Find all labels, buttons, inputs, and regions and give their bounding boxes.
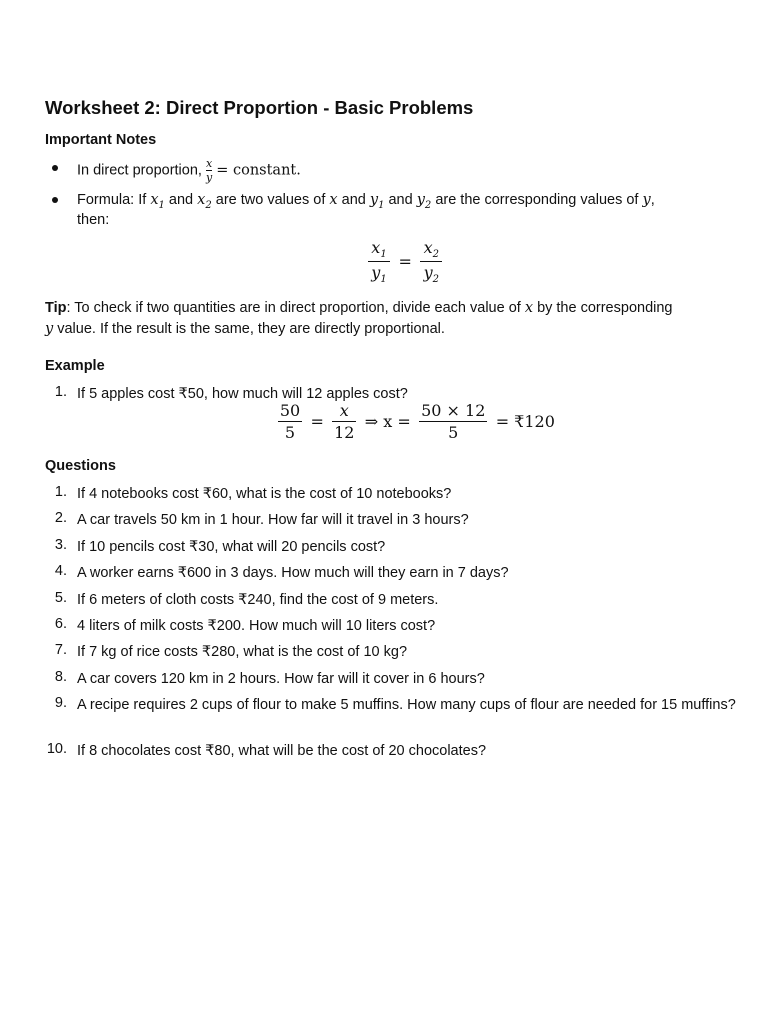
tip-text: : To check if two quantities are in direct proportion, divide each value of (66, 300, 521, 316)
question-text: If 8 chocolates cost ₹80, what will be the cost of 20 chocolates? (77, 743, 487, 759)
question-number: 8. (54, 669, 67, 685)
example-question: If 5 apples cost ₹50, how much will 12 apples cost? (77, 386, 408, 402)
eq-numerator: 50 × 12 (421, 401, 486, 420)
important-notes-heading: Important Notes (45, 132, 157, 148)
question-text: 4 liters of milk costs ₹200. How much will 10 liters cost? (77, 618, 436, 634)
example-equation: $\frac{50}{5}$ = $\frac{x}{12}$ ⇒ x = $\frac{50 \times 12}{5}$ = ₹120 (279, 401, 555, 442)
question-text: If 6 meters of cloth costs ₹240, find the cost of 9 meters. (77, 592, 439, 608)
proportion-formula: $\frac{x_1}{y_1}$ = $\frac{x_2}{y_2}$ (368, 238, 442, 285)
question-number: 2. (54, 510, 67, 526)
eq-denominator: 5 (284, 423, 296, 442)
eq-denominator: 12 (334, 423, 355, 442)
question-number: 4. (54, 563, 67, 579)
bullet-marker (52, 197, 58, 203)
tip-line2: y value. If the result is the same, they are directly proportional. (45, 321, 445, 337)
example-heading: Example (45, 358, 105, 374)
eq-numerator: x (339, 401, 349, 420)
note-text: and (388, 192, 413, 208)
question-text: A recipe requires 2 cups of flour to make 5 muffins. How many cups of flour are needed for 15 muffins? (77, 697, 736, 713)
eq-numerator: 50 (279, 401, 301, 420)
question-text: If 10 pencils cost ₹30, what will 20 pencils cost? (77, 539, 386, 555)
question-number: 6. (54, 616, 67, 632)
eq-implies: ⇒ x = (364, 412, 411, 431)
tip-line1: Tip: To check if two quantities are in direct proportion, divide each value of x by the corresponding (45, 300, 673, 316)
eq-denominator: 5 (448, 423, 459, 442)
questions-heading: Questions (45, 458, 116, 474)
question-text: If 4 notebooks cost ₹60, what is the cost of 10 notebooks? (77, 486, 452, 502)
note-text: Formula: If (77, 192, 147, 208)
note-text: are the corresponding values of (435, 192, 639, 208)
eq-result: = ₹120 (495, 412, 555, 431)
bullet-marker (52, 165, 58, 171)
question-number: 9. (54, 695, 67, 711)
note-text: In direct proportion, (77, 162, 202, 179)
question-number: 10. (46, 741, 67, 757)
tip-text: value. If the result is the same, they are directly proportional. (57, 321, 445, 337)
note-text: and (341, 192, 366, 208)
page-title: Worksheet 2: Direct Proportion - Basic Problems (45, 97, 474, 118)
note-text: are two values of (215, 192, 326, 208)
note-direct-proportion (77, 158, 301, 183)
question-number: 1. (54, 484, 67, 500)
question-number: 5. (54, 590, 67, 606)
question-text: If 7 kg of rice costs ₹280, what is the cost of 10 kg? (77, 644, 408, 660)
note-formula-line1: Formula: If $x_1$ and $x_2$ are two values of x and $y_1$ and $y_2$ are the corresponding values of y, (77, 192, 655, 211)
question-number: 3. (54, 537, 67, 553)
x-over-y-fraction: $\frac{x}{y}$ (205, 157, 213, 184)
question-number: 7. (54, 642, 67, 658)
question-text: A car covers 120 km in 2 hours. How far will it cover in 6 hours? (77, 671, 485, 687)
note-text: and (168, 192, 194, 208)
tip-label: Tip (45, 300, 67, 316)
constant-text: = constant. (216, 162, 301, 179)
question-text: A car travels 50 km in 1 hour. How far will it travel in 3 hours? (77, 512, 469, 528)
question-text: A worker earns ₹600 in 3 days. How much will they earn in 7 days? (77, 565, 509, 581)
tip-text: by the corresponding (537, 300, 673, 316)
note-formula-line2: then: (77, 212, 110, 228)
example-number: 1. (54, 384, 67, 400)
